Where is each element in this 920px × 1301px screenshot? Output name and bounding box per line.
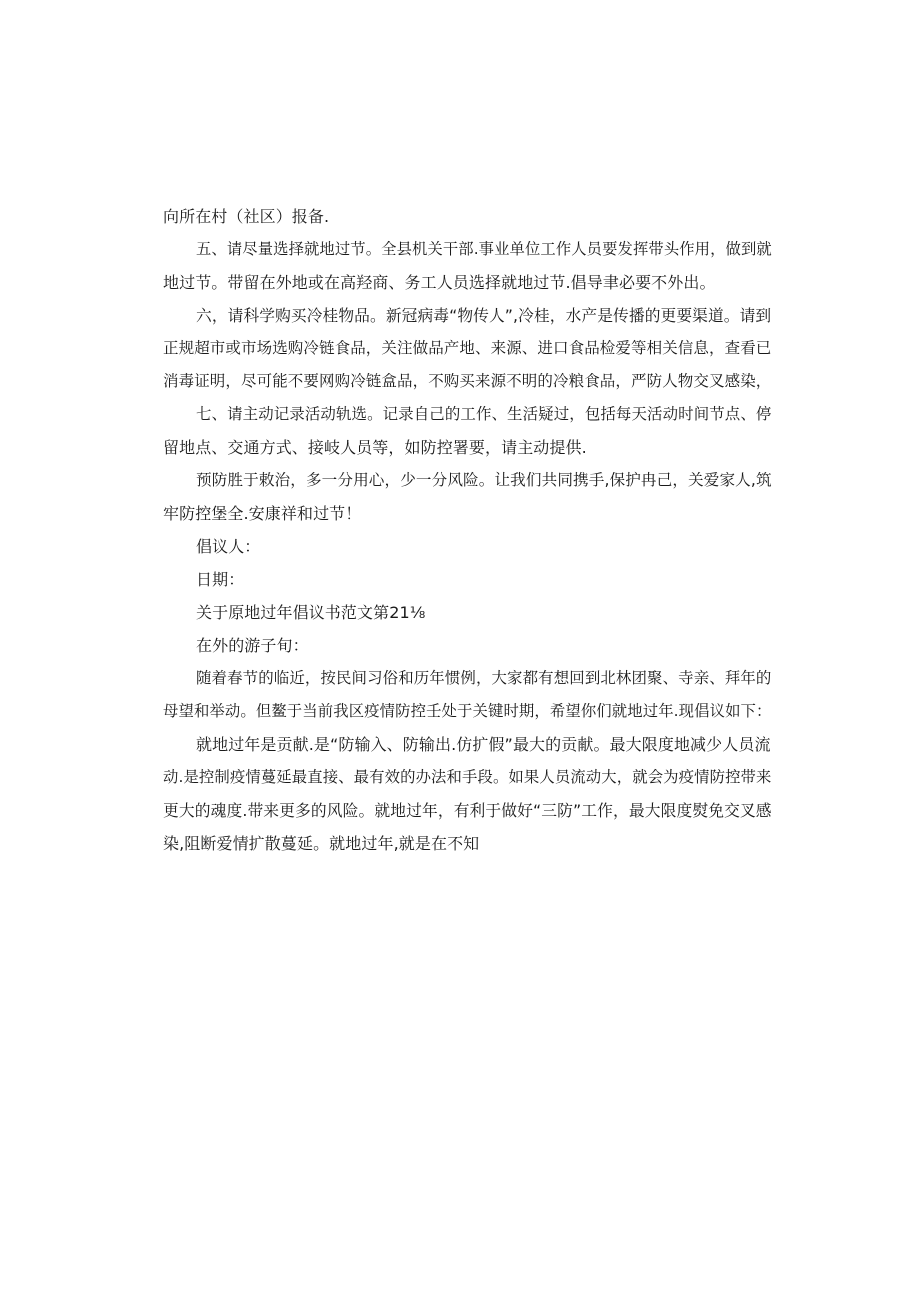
paragraph-item-6-line-1: 六，请科学购买冷桂物品。新冠病毒“物传人”,冷桂，水产是传播的更要渠道。请到 [196, 306, 772, 325]
paragraph-item-7-line-1: 七、请主动记录活动轨选。记录自己的工作、生活疑过，包括每天活动时间节点、停 [196, 405, 772, 423]
body-paragraph-line-2: 动.是控制疫情蔓延最直接、最有效的办法和手段。如果人员流动大，就会为疫情防控带来 [163, 768, 772, 786]
paragraph-item-6-line-3: 消毒证明，尽可能不要网购冷链盒品，不购买来源不明的冷粮食品，严防人物交叉感染， [163, 372, 772, 390]
closing-paragraph-line-1: 预防胜于敕治，多一分用心，少一分风险。让我们共同携手,保护冉己，关爱家人,筑 [196, 471, 772, 489]
document-body [163, 200, 772, 860]
body-paragraph-line-1: 就地过年是贡献.是“防输入、防输出.仿扩假”最大的贡献。最大限度地减少人员流 [196, 735, 771, 754]
paragraph-item-6-line-2: 正规超市或市场选购冷链食品，关注做品产地、来源、进口食品检爱等相关信息，查看已 [163, 339, 772, 357]
closing-paragraph-line-2: 牢防控堡全.安康祥和过节！ [163, 504, 362, 523]
signer-label: 倡议人： [196, 537, 261, 556]
body-paragraph-line-3: 更大的魂度.带来更多的风险。就地过年，有利于做好“三防”工作，最大限度熨免交叉感 [163, 801, 772, 820]
paragraph-item-5-line-2: 地过节。带留在外地或在高羟商、务工人员选择就地过节.倡导聿必要不外出。 [163, 273, 716, 292]
section-heading: 关于原地过年倡议书范文第21⅛ [196, 603, 426, 622]
paragraph-item-5-line-1: 五、请尽量选择就地过节。全县机关干部.事业单位工作人员要发挥带头作用，做到就 [196, 240, 772, 258]
intro-paragraph-line-1: 随着春节的临近，按民间习俗和历年惯例，大家都有想回到北林团聚、寺亲、拜年的 [196, 669, 772, 687]
date-label: 日期： [196, 570, 245, 589]
body-paragraph-line-4: 染,阻断爱情扩散蔓延。就地过年,就是在不知 [163, 834, 480, 853]
salutation: 在外的游子旬： [196, 636, 309, 655]
text-line: 向所在村（社区）报备. [163, 207, 330, 226]
intro-paragraph-line-2: 母望和举动。但鳌于当前我区疫情防控壬处于关键时期，希望你们就地过年.现倡议如下： [163, 702, 772, 720]
paragraph-item-7-line-2: 留地点、交通方式、接岐人员等，如防控署要，请主动提供. [163, 438, 587, 457]
